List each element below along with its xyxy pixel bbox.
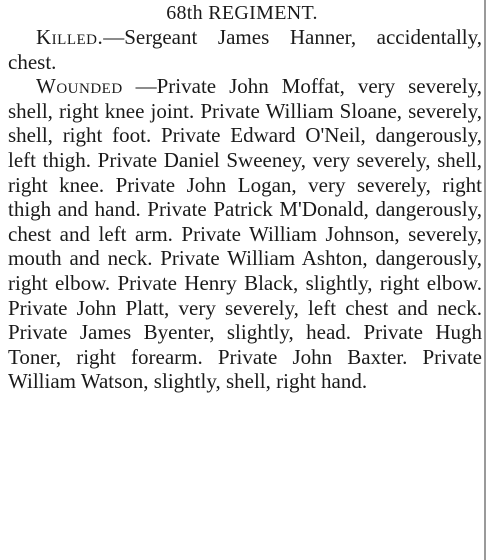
wounded-paragraph: [8, 74, 482, 394]
column-rule: [484, 0, 486, 560]
killed-text: —Sergeant James Hanner, accidentally, chest.: [8, 25, 482, 74]
casualty-list: [8, 25, 482, 394]
killed-label: Killed.: [36, 25, 104, 49]
wounded-label: Wounded: [36, 74, 123, 99]
wounded-text: —Private John Moffat, very severely, shell, right knee joint. Private William Sloane, severely, shell, right foot. Private Edward O'Neil, dangerously, left thigh. Private Daniel Sweeney, very severely, shell, right knee. Private John Logan, very severely, right thigh and hand. Private Patrick M'Donald, dangerously, chest and left arm. Private William Johnson, severely, mouth and neck. Private William Ashton, dangerously, right elbow. Private Henry Black, slightly, right elbow. Private John Platt, very severely, left chest and neck. Private James Byenter, slightly, head. Private Hugh Toner, right forearm. Private John Baxter. Private William Watson, slightly, shell, right hand.: [8, 74, 482, 394]
killed-paragraph: [8, 25, 482, 74]
regiment-heading: 68th REGIMENT.: [166, 2, 318, 24]
